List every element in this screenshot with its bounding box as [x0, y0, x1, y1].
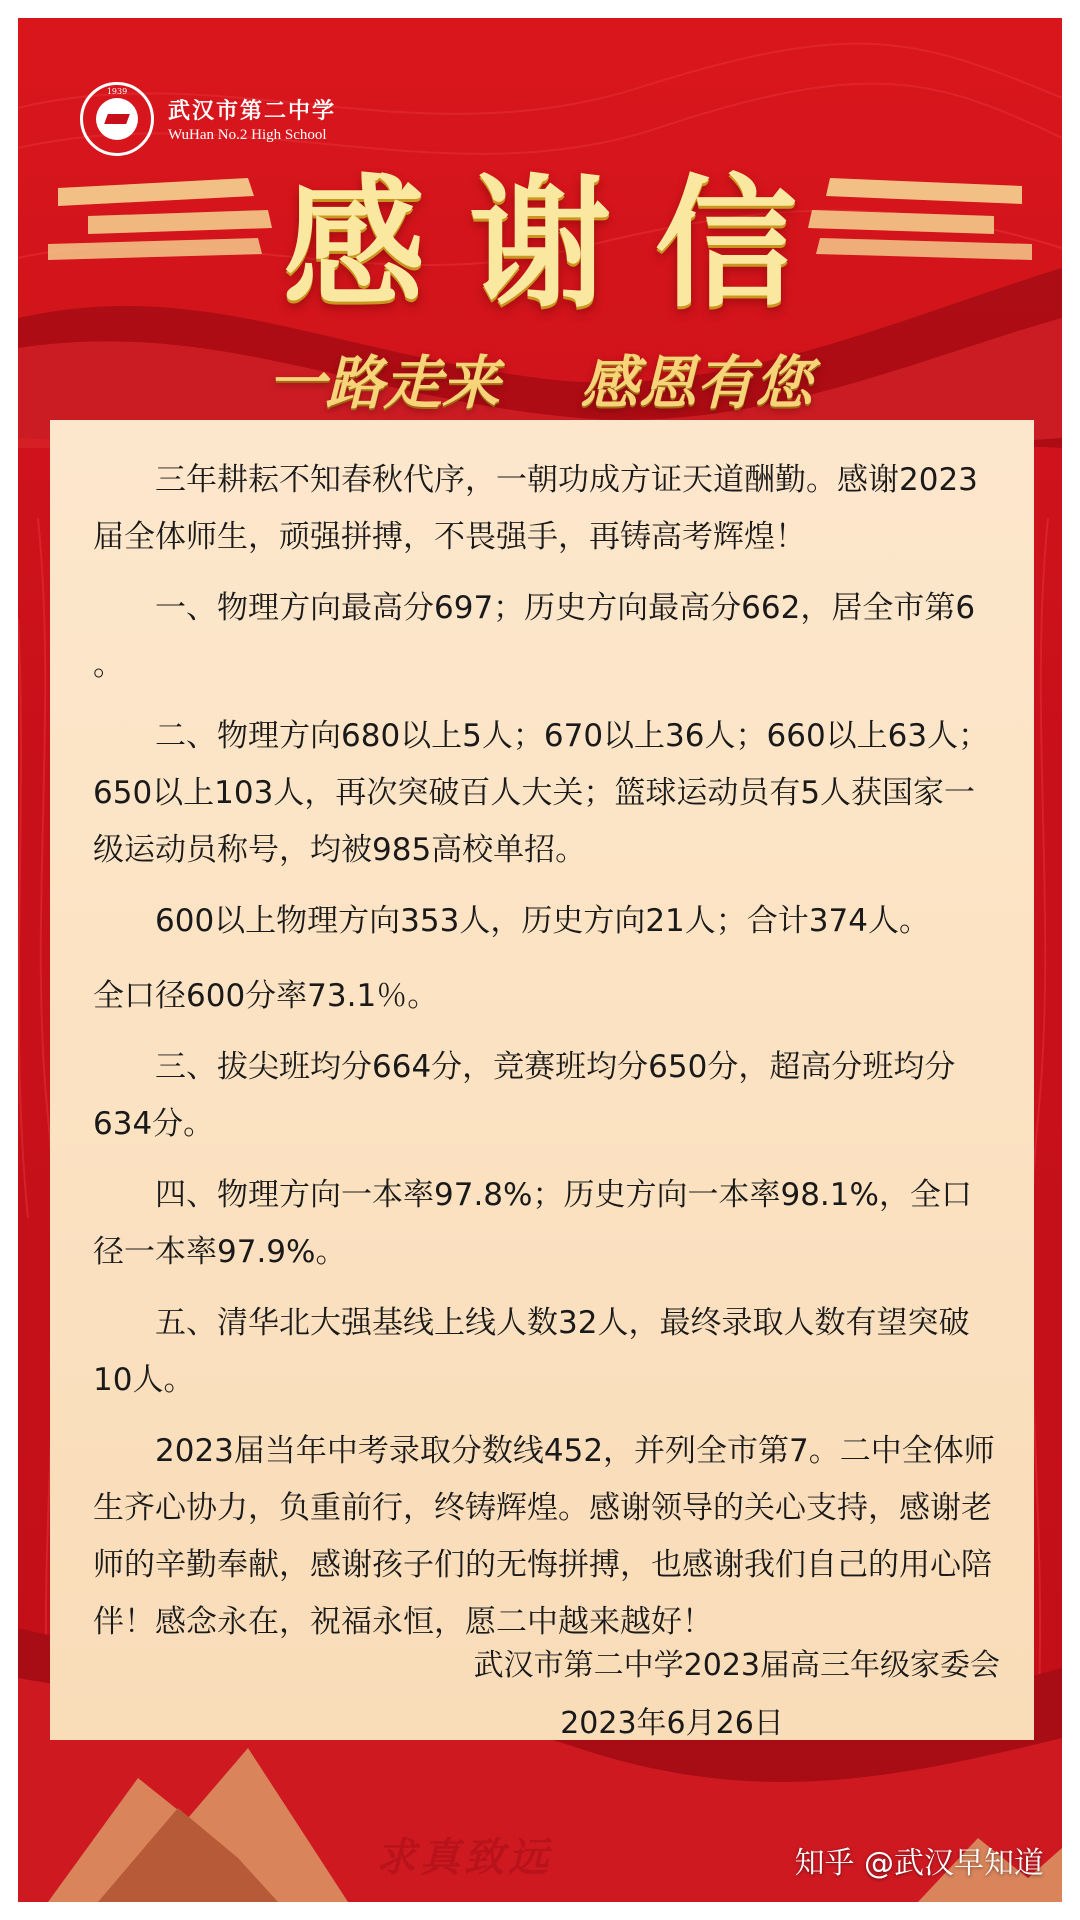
page-title: 感谢信 [283, 161, 841, 327]
letter-paragraph: 一、物理方向最高分697；历史方向最高分662，居全市第6 。 [93, 590, 976, 683]
letter-paragraph: 三年耕耘不知春秋代序，一朝功成方证天道酬勤。感谢2023届全体师生，顽强拼搏，不畏强手，再铸高考辉煌！ [93, 462, 978, 555]
watermark: 知乎 @武汉早知道 [794, 1846, 1044, 1881]
letter-date: 2023年6月26日 [560, 1706, 784, 1741]
letter-paragraph: 600以上物理方向353人，历史方向21人；合计374人。 [155, 903, 930, 939]
school-name-en: WuHan No.2 High School [168, 127, 327, 143]
school-name-cn: 武汉市第二中学 [168, 98, 337, 124]
letter-body [93, 452, 998, 1651]
logo-year: 1939 [106, 87, 128, 96]
school-motto: 求真致远 [376, 1834, 552, 1881]
letter-paragraph: 二、物理方向680以上5人；670以上36人；660以上63人；650以上103人，再次突破百人大关；篮球运动员有5人获国家一级运动员称号，均被985高校单招。 [93, 718, 990, 868]
letter-paragraph: 五、清华北大强基线上线人数32人，最终录取人数有望突破10人。 [93, 1305, 970, 1398]
letter-paragraph: 四、物理方向一本率97.8%；历史方向一本率98.1%，全口径一本率97.9%。 [93, 1177, 972, 1270]
letter-paragraph: 三、拔尖班均分664分，竞赛班均分650分，超高分班均分634分。 [93, 1049, 956, 1142]
page-subtitle: 一路走来 感恩有您 [267, 349, 813, 417]
letter-signature: 武汉市第二中学2023届高三年级家委会 [473, 1648, 1000, 1683]
letter-paragraph: 全口径600分率73.1％。 [93, 978, 439, 1014]
letter-paragraph: 2023届当年中考录取分数线452，并列全市第7。二中全体师生齐心协力，负重前行，终铸辉煌。感谢领导的关心支持，感谢老师的辛勤奉献，感谢孩子们的无悔拼搏，也感谢我们自己的用心陪伴！感念永在，祝福永恒，愿二中越来越好！ [93, 1433, 995, 1640]
